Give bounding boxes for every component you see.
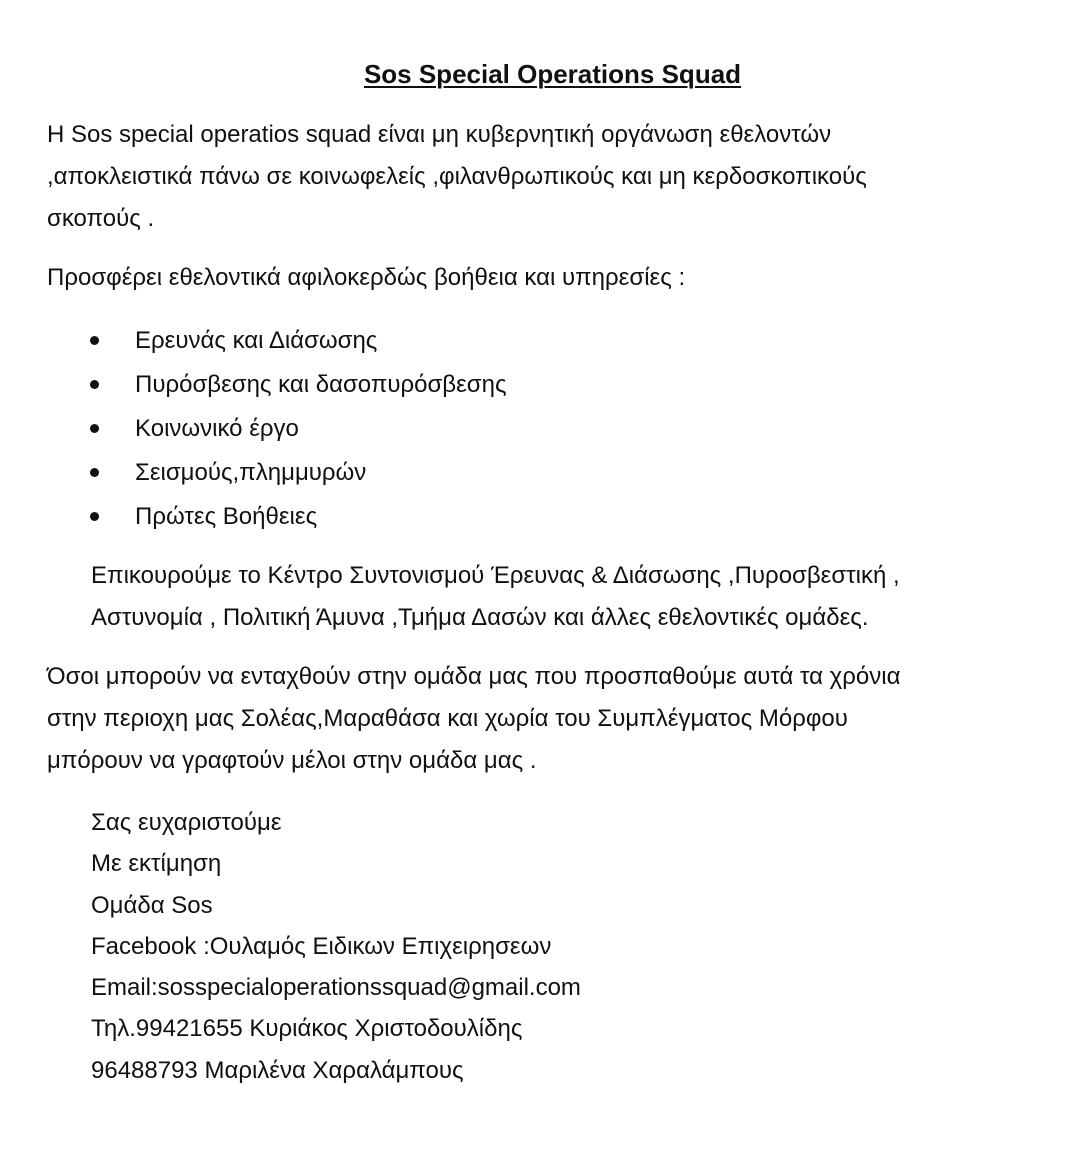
email-contact: Email:sosspecialoperationssquad@gmail.com	[91, 974, 581, 1002]
team-name: Ομάδα Sos	[91, 891, 213, 919]
join-line: στην περιοχη μας Σολέας,Μαραθάσα και χωρία του Συμπλέγματος Μόρφου	[47, 705, 848, 732]
regards-text: Με εκτίμηση	[91, 850, 222, 878]
service-label: Κοινωνικό έργο	[135, 415, 299, 442]
service-label: Ερευνάς και Διάσωσης	[135, 327, 378, 354]
phone-contact-2: 96488793 Μαριλένα Χαραλάμπους	[91, 1056, 464, 1084]
bullet-icon	[90, 336, 99, 345]
service-label: Πυρόσβεσης και δασοπυρόσβεσης	[135, 371, 507, 398]
bullet-icon	[90, 380, 99, 389]
service-item	[90, 451, 507, 495]
intro-line: σκοπούς .	[47, 205, 155, 232]
service-item	[90, 495, 507, 539]
service-label: Σεισμούς,πλημμυρών	[135, 459, 367, 486]
join-line: Όσοι μπορούν να ενταχθούν στην ομάδα μας που προσπαθούμε αυτά τα χρόνια	[47, 663, 901, 690]
support-line: Επικουρούμε το Κέντρο Συντονισμού Έρευνας & Διάσωσης ,Πυροσβεστική ,	[91, 562, 900, 589]
bullet-icon	[90, 512, 99, 521]
bullet-icon	[90, 424, 99, 433]
bullet-icon	[90, 468, 99, 477]
service-item	[90, 407, 507, 451]
facebook-contact: Facebook :Ουλαμός Ειδικων Επιχειρησεων	[91, 932, 552, 960]
signoff-block	[91, 802, 581, 1091]
services-intro: Προσφέρει εθελοντικά αφιλοκερδώς βοήθεια και υπηρεσίες :	[47, 264, 686, 291]
intro-paragraph	[47, 114, 867, 240]
document-title: Sos Special Operations Squad	[363, 59, 742, 89]
phone-contact-1: Τηλ.99421655 Κυριάκος Χριστοδουλίδης	[91, 1015, 523, 1043]
service-item	[90, 363, 507, 407]
intro-line: ,αποκλειστικά πάνω σε κοινωφελείς ,φιλανθρωπικούς και μη κερδοσκοπικούς	[47, 163, 867, 190]
service-label: Πρώτες Βοήθειες	[135, 503, 318, 530]
intro-line: Η Sos special operatios squad είναι μη κυβερνητική οργάνωση εθελοντών	[47, 121, 832, 148]
join-paragraph	[47, 656, 901, 782]
join-line: μπόρουν να γραφτούν μέλοι στην ομάδα μας .	[47, 747, 537, 774]
services-list	[90, 319, 507, 539]
support-paragraph	[91, 555, 900, 639]
thanks-text: Σας ευχαριστούμε	[91, 809, 282, 836]
service-item	[90, 319, 507, 363]
support-line: Αστυνομία , Πολιτική Άμυνα ,Τμήμα Δασών και άλλες εθελοντικές ομάδες.	[91, 604, 869, 631]
